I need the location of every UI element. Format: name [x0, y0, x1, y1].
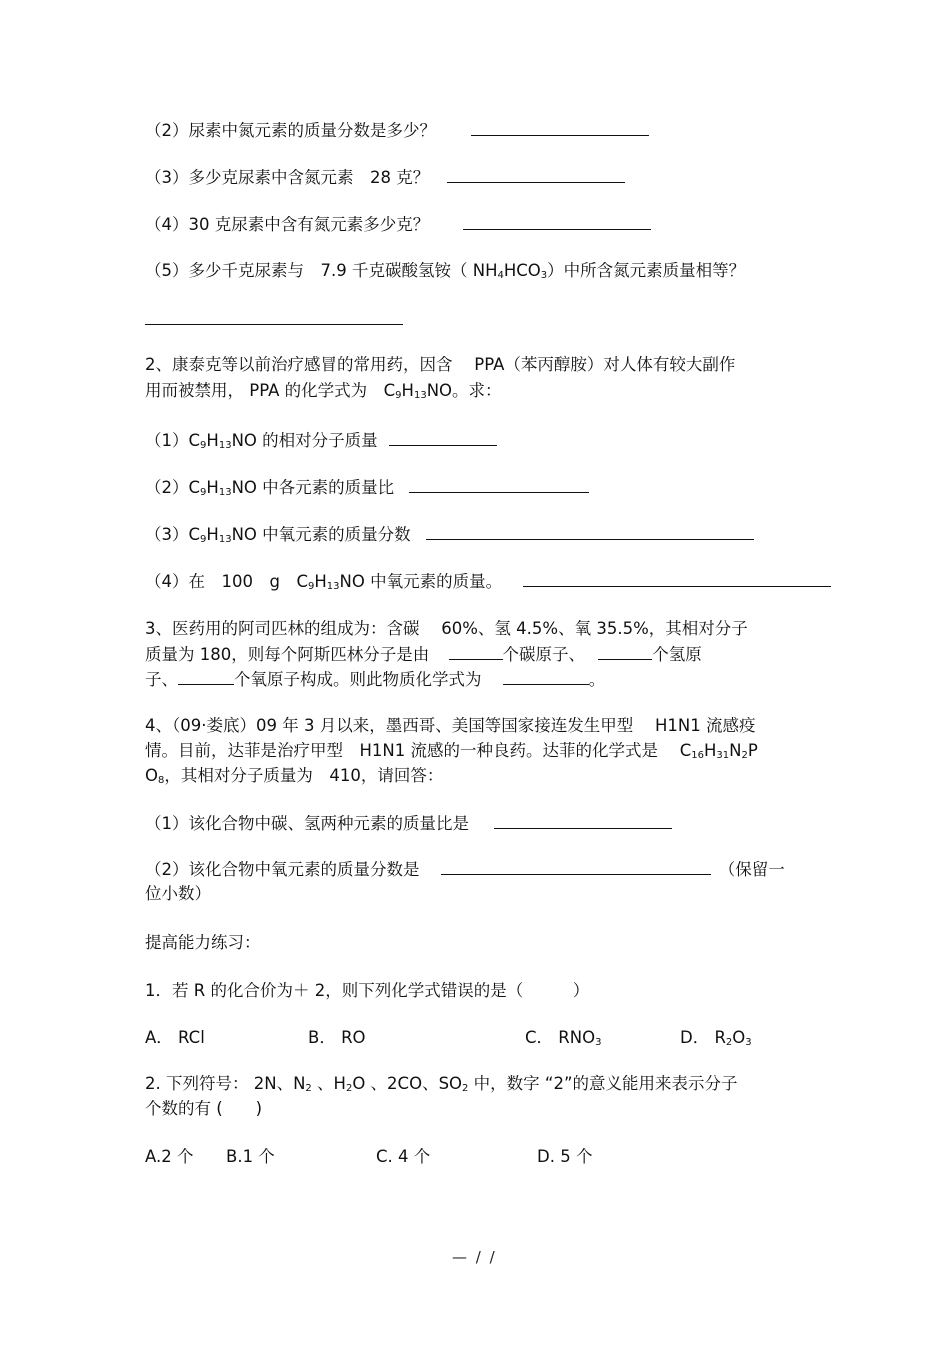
mc1-option-d	[680, 1027, 752, 1049]
mc2-option-b-text: B.1 个	[226, 1147, 275, 1166]
q2-line1	[145, 354, 735, 376]
subscript: 8	[158, 775, 165, 786]
q1-part3	[145, 166, 625, 189]
formula-rest: NO	[231, 525, 257, 544]
q2-part3-text: 中氧元素的质量分数	[256, 525, 411, 544]
subscript: 3	[745, 1037, 752, 1048]
formula-h: H	[704, 741, 717, 760]
mc2-line1-text-d: 中，数字 “2”的意义能用来表示分子	[468, 1074, 738, 1093]
answer-blank	[523, 570, 831, 587]
subscript: 2	[345, 1083, 353, 1094]
formula-h: H	[206, 431, 219, 450]
q3-line3-text-b: 个氧原子构成。则此物质化学式为	[234, 670, 482, 689]
mc2-option-c-text: C. 4 个	[376, 1147, 431, 1166]
subscript: 13	[326, 581, 340, 592]
mc2-option-b	[226, 1146, 275, 1168]
q4-line3	[145, 765, 443, 787]
answer-blank	[409, 476, 589, 493]
q3-line3-text-a: 子、	[145, 670, 178, 689]
answer-blank	[463, 213, 651, 230]
page-footer-text: — / /	[452, 1248, 497, 1266]
formula-h: H	[314, 572, 327, 591]
answer-blank	[471, 119, 649, 136]
subscript: 9	[200, 440, 207, 451]
q2-part3-label: （3）	[145, 525, 189, 544]
answer-blank	[441, 858, 711, 875]
q1-part4-text: （4）30 克尿素中含有氮元素多少克？	[145, 215, 430, 234]
subscript: 2	[462, 1083, 469, 1094]
formula-c: C	[296, 572, 308, 591]
mc2-option-a-text: A.2 个	[145, 1147, 194, 1166]
q4-part2-text: （2）该化合物中氧元素的质量分数是	[145, 860, 420, 879]
q4-part2-line2	[145, 883, 211, 905]
mc1-question-text: 1．若 R 的化合价为＋ 2，则下列化学式错误的是（ ）	[145, 981, 590, 1000]
subscript: 13	[218, 440, 232, 451]
q2-part2-text: 中各元素的质量比	[256, 478, 395, 497]
q4-line2-text: 情。目前，达菲是治疗甲型 H1N1 流感的一种良药。达菲的化学式是 C	[145, 741, 692, 760]
answer-blank	[447, 166, 625, 183]
formula-h: H	[206, 478, 219, 497]
mc1-option-b-text: B． RO	[308, 1028, 366, 1047]
q1-part5	[145, 260, 745, 282]
mc2-option-d-text: D. 5 个	[537, 1147, 593, 1166]
mc1-option-c	[525, 1027, 601, 1049]
q1-part5-answer	[145, 308, 403, 331]
answer-blank	[145, 308, 403, 325]
subscript: 9	[200, 487, 207, 498]
formula-c: C	[188, 478, 201, 497]
q2-line2-text: 用而被禁用， PPA 的化学式为 C	[145, 381, 396, 400]
mc2-line1-text-b: 、H	[311, 1074, 346, 1093]
q3-line2-text-b: 个碳原子、	[502, 645, 585, 664]
mc1-option-a-text: A． RCl	[145, 1028, 205, 1047]
subscript: 13	[413, 390, 427, 401]
q2-line2	[145, 380, 502, 402]
q2-line2-text-c: NO。求：	[426, 381, 502, 400]
q3-line3	[145, 668, 605, 691]
q3-line2-text-c: 个氢原	[652, 645, 702, 664]
mc2-line2-text: 个数的有 ( )	[145, 1099, 263, 1118]
q4-part1	[145, 812, 672, 835]
mc2-line1-text-c: O 、2CO、SO	[352, 1074, 463, 1093]
mc2-line1	[145, 1073, 738, 1095]
answer-blank	[598, 643, 652, 660]
subscript: 16	[691, 750, 704, 761]
q4-line2	[145, 740, 758, 762]
q2-part4	[145, 570, 831, 593]
subscript: 13	[218, 487, 232, 498]
section-title	[145, 932, 261, 954]
answer-blank	[449, 643, 503, 660]
q2-line2-text-b: H	[401, 381, 414, 400]
subscript: 9	[308, 581, 315, 592]
formula-c: C	[188, 431, 201, 450]
q3-line1-text: 3、医药用的阿司匹林的组成为：含碳 60%、氢 4.5%、氧 35.5%，其相对分子	[145, 619, 748, 638]
subscript: 3	[595, 1037, 602, 1048]
answer-blank	[494, 812, 672, 829]
formula-n: N	[729, 741, 742, 760]
subscript: 9	[200, 534, 207, 545]
q2-part2	[145, 476, 589, 499]
subscript: 4	[497, 270, 504, 281]
formula-rest: NO	[231, 431, 257, 450]
q1-part2	[145, 119, 649, 142]
q4-line1	[145, 715, 755, 737]
q3-line3-text-c: 。	[588, 670, 606, 689]
q2-part1-label: （1）	[145, 431, 189, 450]
q3-line1	[145, 618, 748, 640]
q1-part5-text-a: （5）多少千克尿素与 7.9 千克碳酸氢铵（ NH	[145, 261, 498, 280]
q1-part5-text-b: HCO	[503, 261, 541, 280]
q2-part1	[145, 429, 497, 452]
subscript: 13	[218, 534, 232, 545]
q4-part1-text: （1）该化合物中碳、氢两种元素的质量比是	[145, 814, 469, 833]
mc1-question	[145, 980, 589, 1002]
formula-o: O	[145, 766, 158, 785]
q4-part2-line2-text: 位小数）	[145, 884, 211, 903]
mc1-option-a	[145, 1027, 205, 1049]
answer-blank	[426, 523, 754, 540]
q4-part2-tail: （保留一	[718, 860, 785, 879]
mc2-option-c	[376, 1146, 430, 1168]
q4-line1-text: 4、（09·娄底）09 年 3 月以来，墨西哥、美国等国家接连发生甲型 H1N1 流感疫	[145, 716, 756, 735]
q2-line1-text: 2、康泰克等以前治疗感冒的常用药，因含 PPA（苯丙醇胺）对人体有较大副作	[145, 355, 736, 374]
q4-part2	[145, 858, 785, 881]
formula-o: O	[732, 1028, 746, 1047]
q1-part3-text: （3）多少克尿素中含氮元素 28 克？	[145, 168, 430, 187]
formula-rest: NO	[339, 572, 365, 591]
q3-line2	[145, 643, 702, 666]
section-title-text: 提高能力练习：	[145, 933, 261, 952]
subscript: 9	[395, 390, 402, 401]
formula-rest: NO	[231, 478, 257, 497]
formula-p: P	[747, 741, 758, 760]
q4-line3-text: ，其相对分子质量为 410，请回答：	[164, 766, 444, 785]
mc2-option-a	[145, 1146, 194, 1168]
answer-blank	[503, 668, 589, 685]
subscript: 2	[741, 750, 748, 761]
subscript: 2	[305, 1083, 312, 1094]
q2-part4-label: （4）在 100 g	[145, 572, 297, 591]
mc1-option-b	[308, 1027, 366, 1049]
q1-part2-text: （2）尿素中氮元素的质量分数是多少？	[145, 121, 436, 140]
answer-blank	[389, 429, 497, 446]
q2-part4-text: 中氧元素的质量。	[364, 572, 503, 591]
formula-c: C	[188, 525, 201, 544]
q1-part4	[145, 213, 651, 236]
mc2-line1-text-a: 2. 下列符号： 2N、N	[145, 1074, 306, 1093]
mc1-option-c-text: C． RNO	[525, 1028, 596, 1047]
q3-line2-text-a: 质量为 180，则每个阿斯匹林分子是由	[145, 645, 430, 664]
q2-part2-label: （2）	[145, 478, 189, 497]
page-footer	[452, 1248, 497, 1266]
subscript: 3	[540, 270, 548, 281]
q2-part3	[145, 523, 754, 546]
answer-blank	[178, 668, 234, 685]
mc2-option-d	[537, 1146, 592, 1168]
mc2-line2	[145, 1098, 262, 1120]
subscript: 31	[716, 750, 730, 761]
formula-h: H	[206, 525, 219, 544]
q1-part5-text-c: ）中所含氮元素质量相等？	[547, 261, 746, 280]
q2-part1-text: 的相对分子质量	[256, 431, 378, 450]
subscript: 2	[725, 1037, 733, 1048]
mc1-option-d-text: D． R	[680, 1028, 726, 1047]
